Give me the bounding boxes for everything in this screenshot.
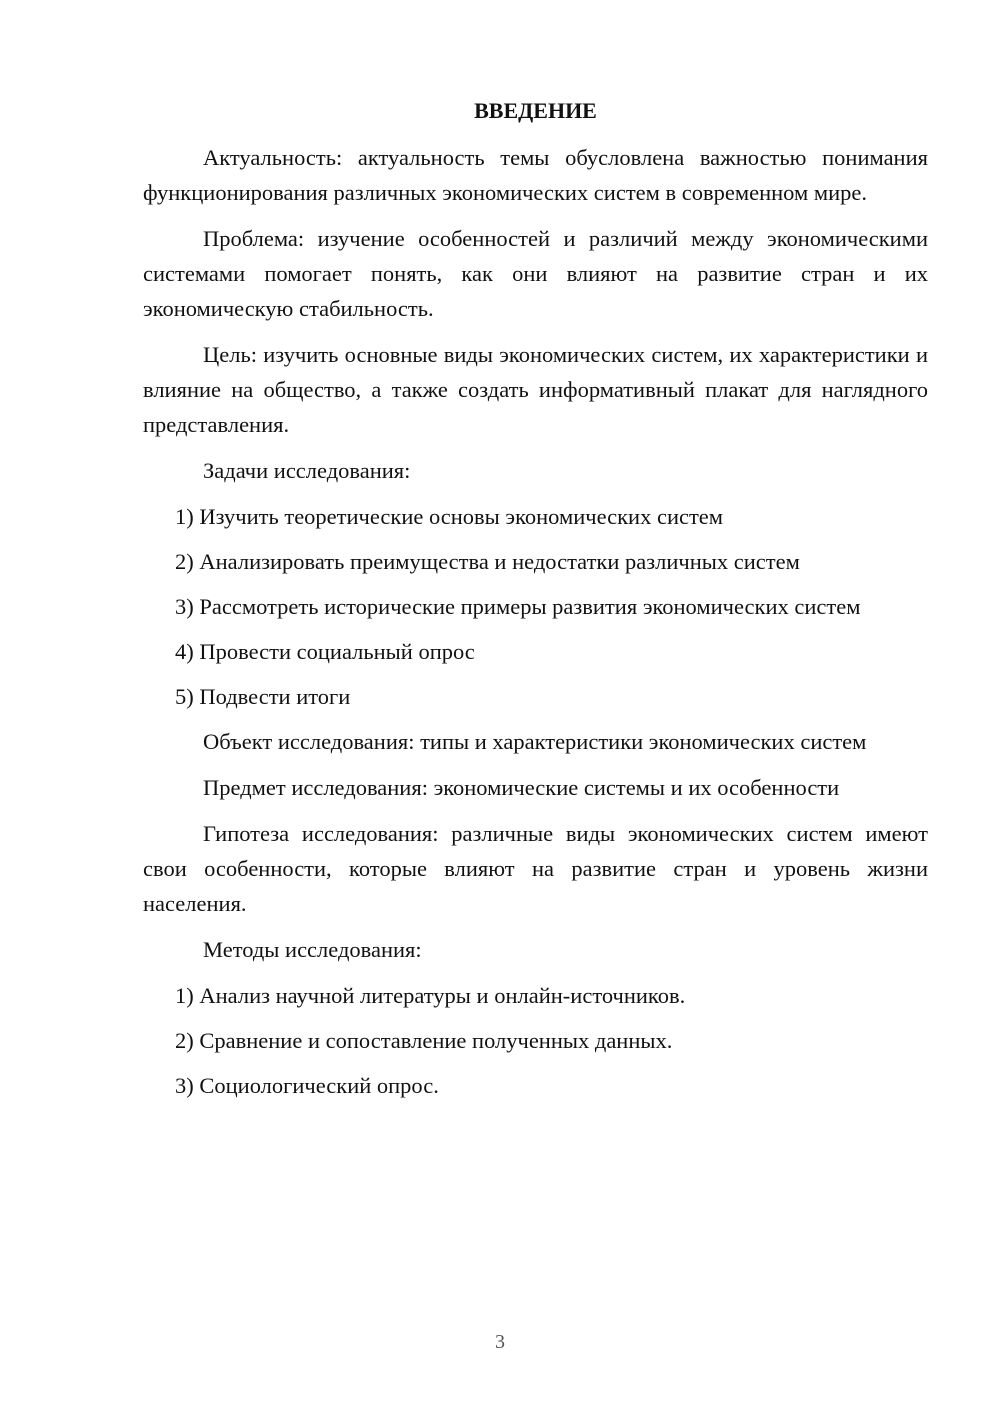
task-item: 4) Провести социальный опрос xyxy=(175,639,475,664)
task-item: 1) Изучить теоретические основы экономических систем xyxy=(175,504,724,529)
task-item: 2) Анализировать преимущества и недостатки различных систем xyxy=(175,549,800,574)
relevance-paragraph: Актуальность: актуальность темы обусловлена важностью понимания функционирования различных экономических систем в современном мире. xyxy=(143,145,928,205)
section-title: ВВЕДЕНИЕ xyxy=(474,98,597,123)
page-number: 3 xyxy=(495,1331,505,1353)
method-item: 2) Сравнение и сопоставление полученных данных. xyxy=(175,1028,673,1053)
task-item: 3) Рассмотреть исторические примеры развития экономических систем xyxy=(175,594,861,619)
method-item: 1) Анализ научной литературы и онлайн-источников. xyxy=(175,983,686,1008)
page-body xyxy=(143,93,928,1113)
task-item: 5) Подвести итоги xyxy=(175,684,351,709)
goal-paragraph: Цель: изучить основные виды экономических систем, их характеристики и влияние на общество, а также создать информативный плакат для наглядного представления. xyxy=(143,342,928,437)
methods-heading: Методы исследования: xyxy=(203,937,422,962)
problem-paragraph: Проблема: изучение особенностей и различий между экономическими системами помогает понять, как они влияют на развитие стран и их экономическую стабильность. xyxy=(143,226,928,321)
subject-paragraph: Предмет исследования: экономические системы и их особенности xyxy=(203,775,840,800)
tasks-heading: Задачи исследования: xyxy=(203,458,411,483)
object-paragraph: Объект исследования: типы и характеристики экономических систем xyxy=(203,729,867,754)
method-item: 3) Социологический опрос. xyxy=(175,1073,439,1098)
hypothesis-paragraph: Гипотеза исследования: различные виды экономических систем имеют свои особенности, которые влияют на развитие стран и уровень жизни населения. xyxy=(143,821,928,916)
